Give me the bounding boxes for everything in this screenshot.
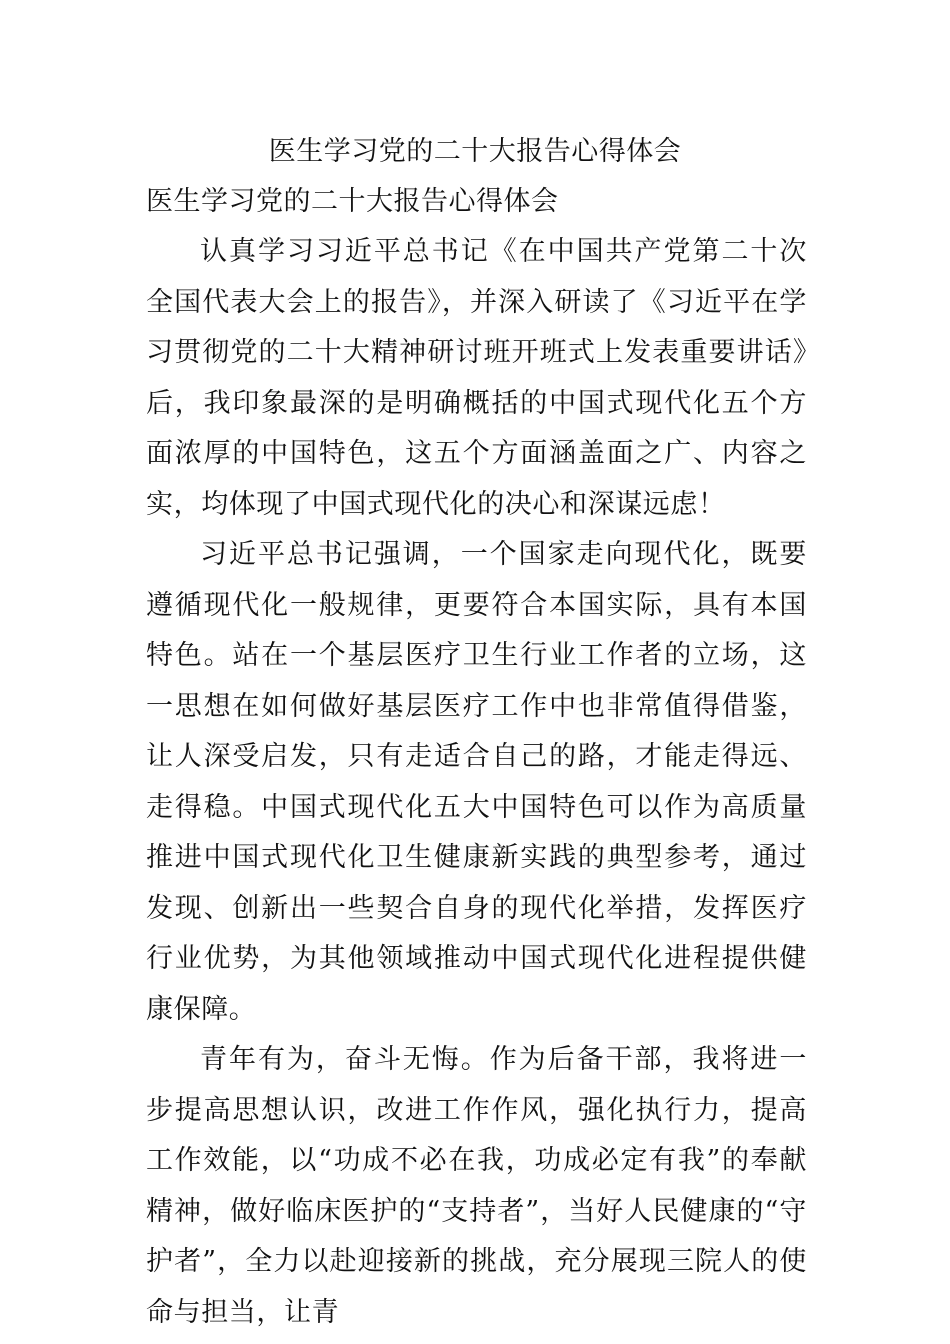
document-body [146, 227, 807, 1338]
paragraph-3: 青年有为，奋斗无悔。作为后备干部，我将进一步提高思想认识，改进工作作风，强化执行力，提高工作效能，以“功成不必在我，功成必定有我”的奉献精神，做好临床医护的“支持者”，当好人民健康的“守护者”，全力以赴迎接新的挑战，充分展现三院人的使命与担当，让青 [146, 1044, 807, 1328]
paragraph-2: 习近平总书记强调，一个国家走向现代化，既要遵循现代化一般规律，更要符合本国实际，具有本国特色。站在一个基层医疗卫生行业工作者的立场，这一思想在如何做好基层医疗工作中也非常值得借鉴，让人深受启发，只有走适合自己的路，才能走得远、走得稳。中国式现代化五大中国特色可以作为高质量推进中国式现代化卫生健康新实践的典型参考，通过发现、创新出一些契合自身的现代化举措，发挥医疗行业优势，为其他领域推动中国式现代化进程提供健康保障。 [146, 539, 807, 1025]
document-subtitle: 医生学习党的二十大报告心得体会 [146, 186, 559, 217]
document-title: 医生学习党的二十大报告心得体会 [268, 136, 682, 167]
paragraph-1: 认真学习习近平总书记《在中国共产党第二十次全国代表大会上的报告》，并深入研读了《习近平在学习贯彻党的二十大精神研讨班开班式上发表重要讲话》后，我印象最深的是明确概括的中国式现代化五个方面浓厚的中国特色，这五个方面涵盖面之广、内容之实，均体现了中国式现代化的决心和深谋远虑！ [146, 236, 807, 520]
